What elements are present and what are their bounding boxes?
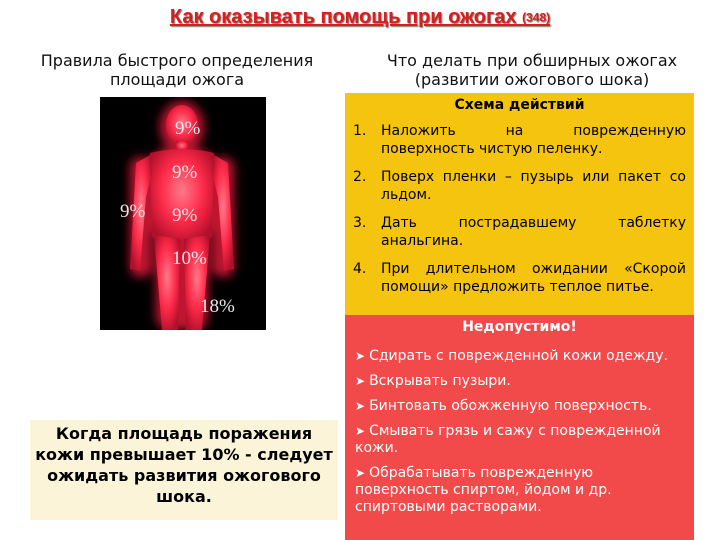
action-number: 3.	[353, 215, 367, 231]
arrow-bullet-icon: ➤	[355, 466, 366, 480]
actions-title: Схема действий	[454, 97, 585, 113]
right-header: Что делать при обширных ожогах (развитии ожогового шока)	[386, 51, 678, 89]
action-number: 4.	[353, 261, 367, 277]
forbidden-item	[353, 398, 686, 415]
forbidden-item	[353, 348, 686, 365]
arrow-bullet-icon: ➤	[355, 399, 366, 413]
forbidden-list	[353, 348, 686, 516]
percent-label-thigh: 10%	[172, 248, 207, 269]
percent-label-abdomen: 9%	[172, 205, 198, 226]
forbidden-item	[353, 423, 686, 457]
percent-label-arm: 9%	[120, 201, 146, 222]
action-item	[353, 122, 686, 158]
forbidden-panel	[345, 315, 694, 540]
actions-panel	[345, 93, 694, 318]
forbidden-text: Смывать грязь и сажу с поврежденной кожи.	[355, 423, 661, 456]
arrow-bullet-icon: ➤	[355, 424, 366, 438]
human-body-illustration	[100, 97, 266, 330]
action-text: При длительном ожидании «Скорой помощи» предложить теплое питье.	[381, 261, 686, 295]
action-number: 1.	[353, 123, 367, 139]
action-text: Поверх пленки – пузырь или пакет со льдом.	[381, 169, 686, 203]
action-text: Наложить на поврежденную поверхность чистую пеленку.	[381, 123, 686, 157]
shock-warning-note: Когда площадь поражения кожи превышает 10% - следует ожидать развития ожогового шока.	[30, 420, 338, 520]
action-text: Дать пострадавшему таблетку анальгина.	[381, 215, 686, 249]
percent-label-chest: 9%	[172, 162, 198, 183]
percent-label-leg: 18%	[200, 296, 235, 317]
action-item	[353, 214, 686, 250]
left-header: Правила быстрого определения площади ожога	[40, 51, 314, 89]
body-burn-figure	[100, 97, 266, 330]
forbidden-text: Бинтовать обожженную поверхность.	[369, 398, 652, 414]
forbidden-item	[353, 465, 686, 516]
forbidden-title: Недопустимо!	[462, 319, 577, 335]
title-page-ref: (348)	[522, 10, 551, 25]
action-number: 2.	[353, 169, 367, 185]
forbidden-text: Сдирать с поврежденной кожи одежду.	[369, 348, 668, 364]
action-item	[353, 260, 686, 296]
arrow-bullet-icon: ➤	[355, 349, 366, 363]
action-item	[353, 168, 686, 204]
arrow-bullet-icon: ➤	[355, 374, 366, 388]
page-title	[0, 6, 720, 29]
forbidden-item	[353, 373, 686, 390]
forbidden-text: Обрабатывать поврежденную поверхность спиртом, йодом и др. спиртовыми растворами.	[355, 465, 612, 515]
title-text: Как оказывать помощь при ожогах	[169, 6, 517, 28]
forbidden-text: Вскрывать пузыри.	[369, 373, 511, 389]
percent-label-head: 9%	[175, 118, 201, 139]
actions-list	[353, 122, 686, 296]
